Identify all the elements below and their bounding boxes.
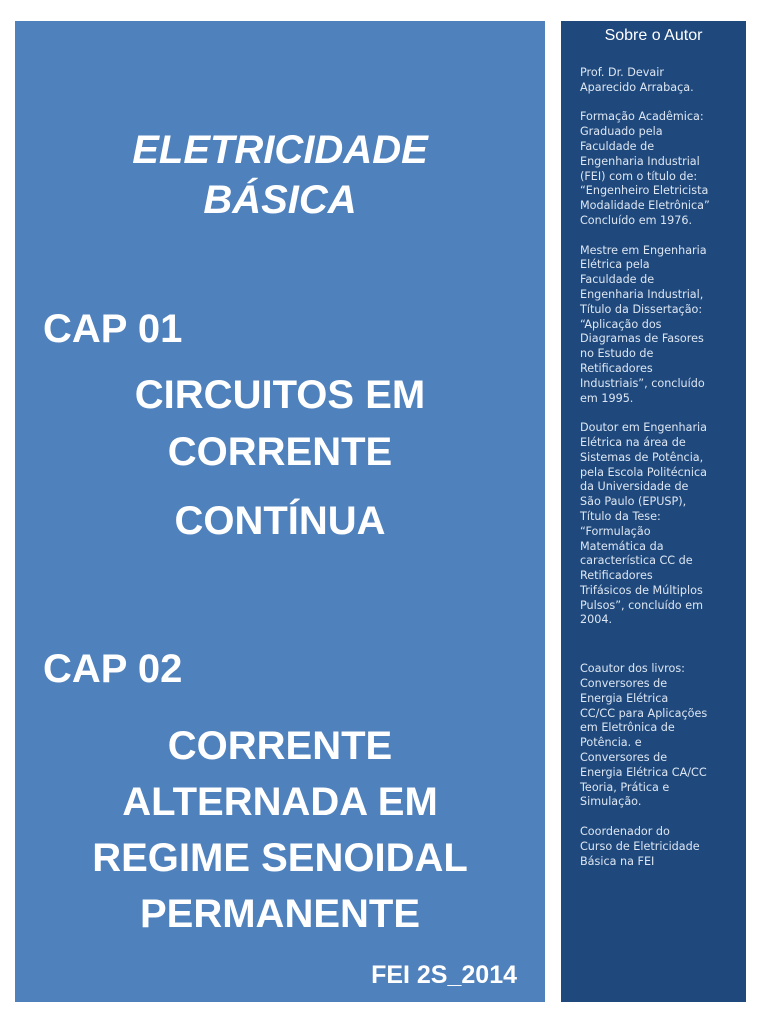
edition-footer: FEI 2S_2014 [371,961,517,989]
chapter-1-label: CAP 01 [43,307,183,351]
book-2: Conversores de Energia Elétrica CA/CC Teoria, Prática e Simulação. [580,751,707,809]
author-bio [580,66,740,884]
chapter-2-title: CORRENTE ALTERNADA EM REGIME SENOIDAL PERMANENTE [92,724,468,936]
cover-panel [15,21,545,1002]
doutorado-paragraph: Doutor em Engenharia Elétrica na área de Sistemas de Potência, pela Escola Politécnica da Universidade de São Paulo (EPUSP), Título da Tese: “Formulação Matemática da característica CC de Retificadores Trifásicos de Múltiplos Pulsos”, concluído em 2004. [580,421,708,627]
author-name: Prof. Dr. Devair Aparecido Arrabaça. [580,66,694,94]
formacao-paragraph: Formação Acadêmica: Graduado pela Faculdade de Engenharia Industrial (FEI) com o título de: “Engenheiro Eletricista Modalidade Eletrônica” Concluído em 1976. [580,110,710,227]
coordenador-paragraph: Coordenador do Curso de Eletricidade Básica na FEI [580,825,700,868]
book-1: Conversores de Energia Elétrica CC/CC para Aplicações em Eletrônica de Potência. e [580,677,708,750]
chapter-1-title: CIRCUITOS EM CORRENTE [134,373,426,474]
coautor-heading: Coautor dos livros: [580,662,685,676]
author-sidebar [561,21,746,1002]
book-title: ELETRICIDADE BÁSICA [132,128,428,222]
mestrado-paragraph: Mestre em Engenharia Elétrica pela Faculdade de Engenharia Industrial, Título da Dissertação: “Aplicação dos Diagramas de Fasores no Estudo de Retificadores Industriais”, concluído em 1995. [580,243,707,405]
chapter-1-title-continued: CONTÍNUA [174,499,386,543]
chapter-2-label: CAP 02 [43,647,183,691]
sidebar-title: Sobre o Autor [604,27,703,44]
